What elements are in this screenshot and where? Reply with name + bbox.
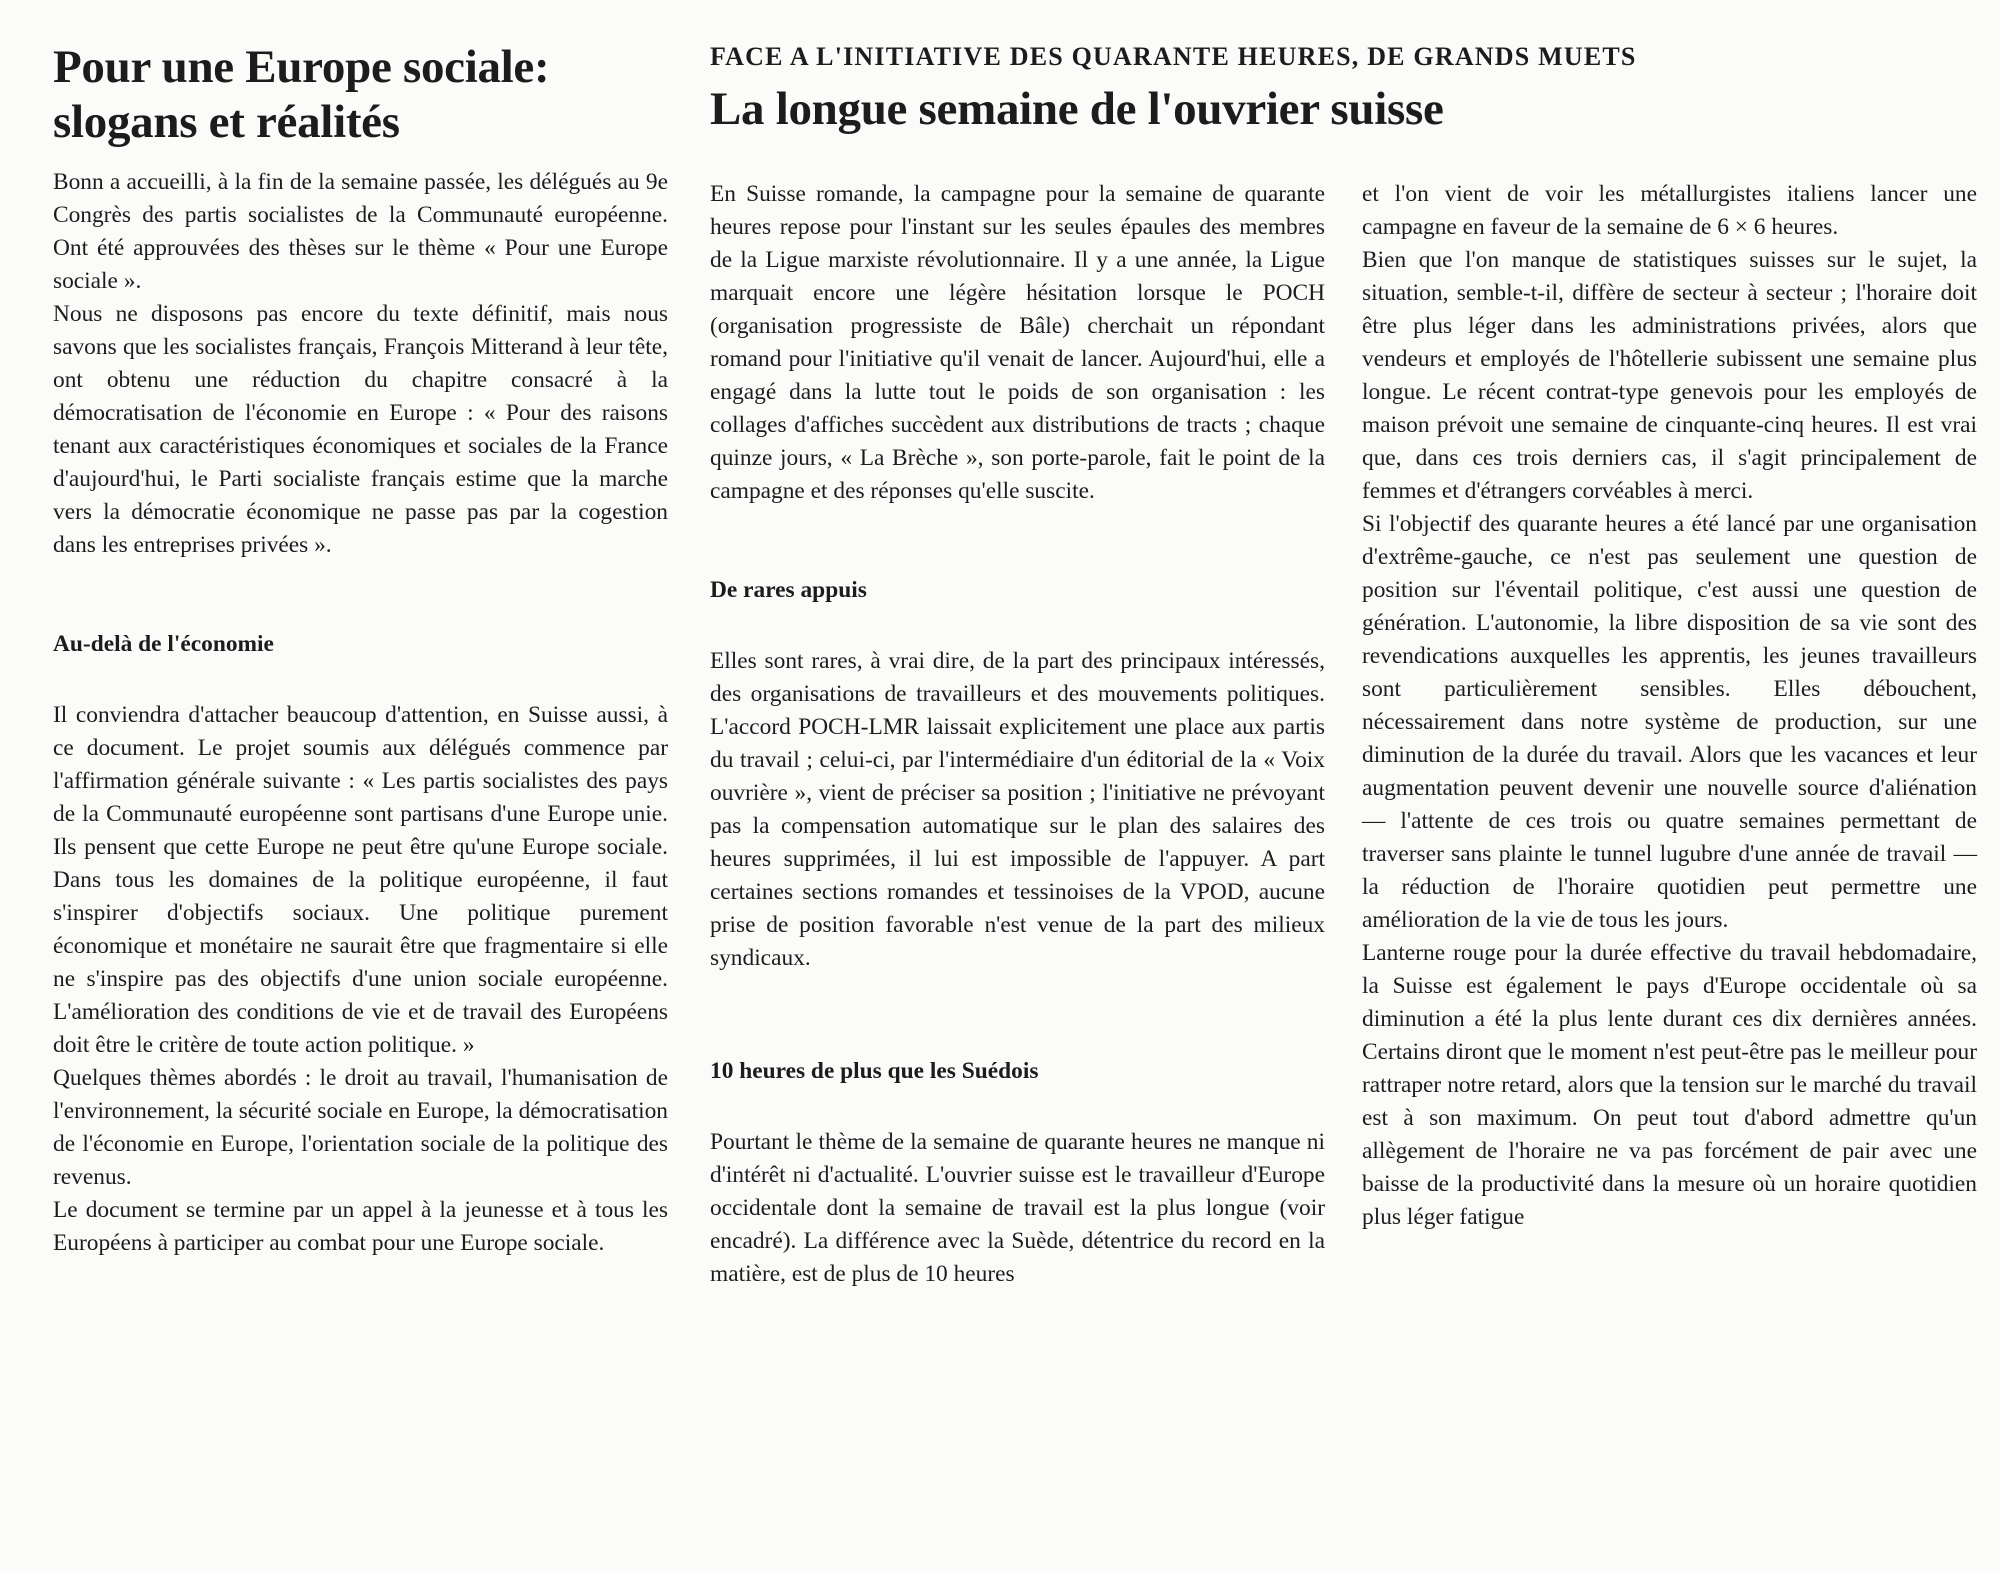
col3-paragraph-1: et l'on vient de voir les métallurgistes italiens lancer une campagne en faveur de la semaine de 6 × 6 heures. — [1362, 181, 1977, 240]
left-body-paragraph-2: Quelques thèmes abordés : le droit au travail, l'humanisation de l'environnement, la sécurité sociale en Europe, la démocratisation de l'économie en Europe, l'orientation sociale de la politique des revenus. — [53, 1065, 668, 1190]
left-body-paragraph-3: Le document se termine par un appel à la jeunesse et à tous les Européens à participer au combat pour une Europe sociale. — [53, 1197, 668, 1256]
right-article-header — [710, 40, 1972, 137]
left-article-header — [53, 40, 668, 150]
right-paragraph-2: Pourtant le thème de la semaine de quarante heures ne manque ni d'intérêt ni d'actualité. L'ouvrier suisse est le travailleur d'Europe occidentale dont la semaine de travail est la plus longue (voir encadré). La différence avec la Suède, détentrice du record en la matière, est de plus de 10 heures — [710, 1129, 1325, 1287]
left-subheading: Au-delà de l'économie — [53, 631, 274, 657]
right-paragraph-1: Elles sont rares, à vrai dire, de la part des principaux intéressés, des organisations de travailleurs et des mouvements politiques. L'accord POCH-LMR laissait explicitement une place aux partis du travail ; celui-ci, par l'intermédiaire d'un éditorial de la « Voix ouvrière », vient de préciser sa position ; l'initiative ne prévoyant pas la compensation automatique sur le plan des salaires des heures supprimées, il lui est impossible de l'appuyer. A part certaines sections romandes et tessinoises de la VPOD, aucune prise de position favorable n'est venue de la part des milieux syndicaux. — [710, 648, 1325, 971]
right-article-title: La longue semaine de l'ouvrier suisse — [710, 83, 1444, 135]
left-article-column — [53, 166, 668, 1260]
right-article-column-2 — [1362, 178, 1977, 1234]
right-subheading-1: De rares appuis — [710, 577, 867, 603]
right-intro-paragraph: En Suisse romande, la campagne pour la semaine de quarante heures repose pour l'instant sur les seules épaules des membres de la Ligue marxiste révolutionnaire. Il y a une année, la Ligue marquait encore une légère hésitation lorsque le POCH (organisation progressiste de Bâle) cherchait un répondant romand pour l'initiative qu'il venait de lancer. Aujourd'hui, elle a engagé dans la lutte tout le poids de son organisation : les collages d'affiches succèdent aux distributions de tracts ; chaque quinze jours, « La Brèche », son porte-parole, fait le point de la campagne et des réponses qu'elle suscite. — [710, 181, 1325, 504]
col3-paragraph-3: Si l'objectif des quarante heures a été lancé par une organisation d'extrême-gauche, ce n'est pas seulement une question de position sur l'éventail politique, c'est aussi une question de génération. L'autonomie, la libre disposition de sa vie sont des revendications auxquelles les apprentis, les jeunes travailleurs sont particulièrement sensibles. Elles débouchent, nécessairement dans notre système de production, sur une diminution de la durée du travail. Alors que les vacances et leur augmentation peuvent devenir une nouvelle source d'aliénation — l'attente de ces trois ou quatre semaines permettant de traverser sans plainte le tunnel lugubre d'une année de travail — la réduction de l'horaire quotidien peut permettre une amélioration de la vie de tous les jours. — [1362, 511, 1977, 933]
right-article-column-1 — [710, 178, 1325, 1291]
right-subheading-2: 10 heures de plus que les Suédois — [710, 1058, 1039, 1084]
left-body-paragraph-1: Il conviendra d'attacher beaucoup d'attention, en Suisse aussi, à ce document. Le projet soumis aux délégués commence par l'affirmation générale suivante : « Les partis socialistes des pays de la Communauté européenne sont partisans d'une Europe unie. Ils pensent que cette Europe ne peut être qu'une Europe sociale. Dans tous les domaines de la politique européenne, il faut s'inspirer d'objectifs sociaux. Une politique purement économique et monétaire ne saurait être que fragmentaire si elle ne s'inspire pas des objectifs d'une union sociale européenne. L'amélioration des conditions de vie et de travail des Européens doit être le critère de toute action politique. » — [53, 702, 668, 1058]
left-intro-paragraph-2: Nous ne disposons pas encore du texte définitif, mais nous savons que les socialistes français, François Mitterand à leur tête, ont obtenu une réduction du chapitre consacré à la démocratisation de l'économie en Europe : « Pour des raisons tenant aux caractéristiques économiques et sociales de la France d'aujourd'hui, le Parti socialiste français estime que la marche vers la démocratie économique ne passe pas par la cogestion dans les entreprises privées ». — [53, 301, 668, 558]
left-intro-paragraph-1: Bonn a accueilli, à la fin de la semaine passée, les délégués au 9e Congrès des partis socialistes de la Communauté européenne. Ont été approuvées des thèses sur le thème « Pour une Europe sociale ». — [53, 169, 668, 294]
col3-paragraph-4: Lanterne rouge pour la durée effective du travail hebdomadaire, la Suisse est également le pays d'Europe occidentale où sa diminution a été la plus lente durant ces dix dernières années. Certains diront que le moment n'est peut-être pas le meilleur pour rattraper notre retard, alors que la tension sur le marché du travail est à son maximum. On peut tout d'abord admettre qu'un allègement de l'horaire ne va pas forcément de pair avec une baisse de la productivité dans la mesure où un horaire quotidien plus léger fatigue — [1362, 940, 1977, 1230]
right-article-kicker: FACE A L'INITIATIVE DES QUARANTE HEURES, DE GRANDS MUETS — [710, 42, 1637, 71]
left-article-title: Pour une Europe sociale: slogans et réalités — [53, 41, 550, 148]
col3-paragraph-2: Bien que l'on manque de statistiques suisses sur le sujet, la situation, semble-t-il, diffère de secteur à secteur ; l'horaire doit être plus léger dans les administrations privées, alors que vendeurs et employés de l'hôtellerie subissent une semaine plus longue. Le récent contrat-type genevois pour les employés de maison prévoit une semaine de cinquante-cinq heures. Il est vrai que, dans ces trois derniers cas, il s'agit principalement de femmes et d'étrangers corvéables à merci. — [1362, 247, 1977, 504]
